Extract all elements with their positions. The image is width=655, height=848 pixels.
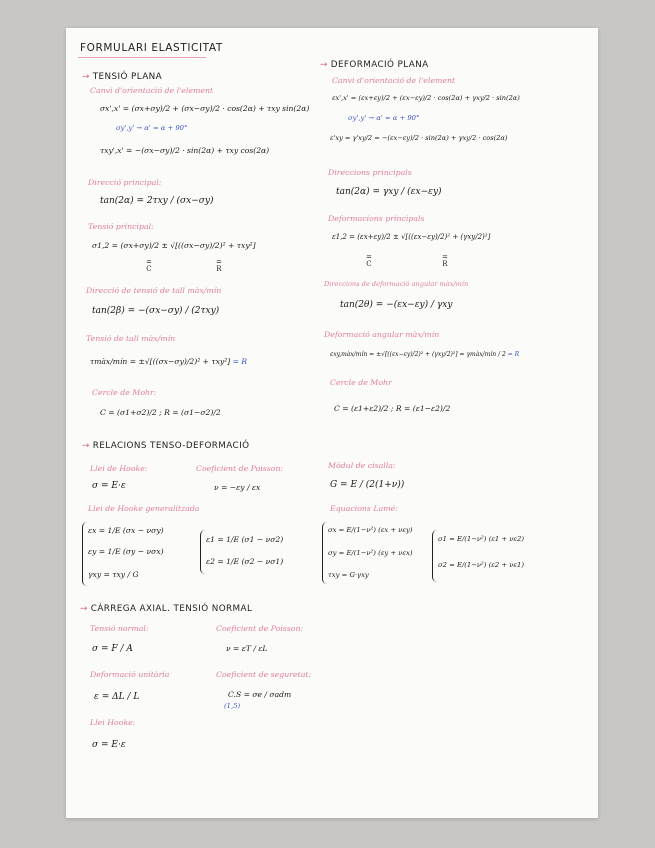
marker-c: = C xyxy=(146,258,152,273)
label-poisson-axial: Coeficient de Poisson: xyxy=(216,624,304,633)
label-equacions-lame: Equacions Lamé: xyxy=(330,504,398,513)
label-deformacio-unitaria: Deformació unitària xyxy=(90,670,170,679)
marker-r-def: = R xyxy=(442,253,448,268)
note-coef-seguretat: (1,5) xyxy=(224,702,241,710)
eq-gen-e2: ε2 = 1/E (σ2 − νσ1) xyxy=(206,557,284,566)
label-tensio-principal: Tensió principal: xyxy=(88,222,154,231)
eq-poisson: ν = −εy / εx xyxy=(214,483,261,492)
eq-epsilon-xy-rotated: ε'xy = γ'xy/2 = −(εx−εy)/2 · sin(2α) + γxy/2 · cos(2α) xyxy=(330,134,508,142)
eq-direccions-principals: tan(2α) = γxy / (εx−εy) xyxy=(336,187,442,197)
eq-direccio-principal: tan(2α) = 2τxy / (σx−σy) xyxy=(100,196,214,206)
eq-llei-hooke: σ = E·ε xyxy=(92,481,126,491)
eq-deformacio-angular: εxy,màx/mín = ±√[((εx−εy)/2)² + (γxy/2)²] = γmàx/mín / 2 = R xyxy=(330,351,520,358)
label-hooke-generalitzada: Llei de Hooke generalitzada xyxy=(88,504,200,513)
eq-modul-cisalla: G = E / (2(1+ν)) xyxy=(330,480,405,490)
eq-coef-seguretat: C.S = σe / σadm xyxy=(228,690,292,699)
brace xyxy=(432,530,437,582)
page-title: FORMULARI ELASTICITAT xyxy=(80,42,223,54)
label-cercle-mohr-def: Cercle de Mohr xyxy=(330,378,392,387)
label-llei-hooke: Llei de Hooke: xyxy=(90,464,148,473)
eq-llei-hooke-axial: σ = E·ε xyxy=(92,740,126,750)
eq-deformacio-unitaria: ε = ΔL / L xyxy=(94,692,140,702)
eq-tensio-normal: σ = F / A xyxy=(92,644,133,654)
eq-cercle-mohr: C = (σ1+σ2)/2 ; R = (σ1−σ2)/2 xyxy=(100,408,221,417)
note-sigma-y-rotated: σy',y' → α' = α + 90° xyxy=(116,124,188,132)
label-poisson: Coeficient de Poisson: xyxy=(196,464,284,473)
arrow-icon: → xyxy=(82,72,90,82)
eq-cercle-mohr-def: C = (ε1+ε2)/2 ; R = (ε1−ε2)/2 xyxy=(334,404,451,413)
eq-tensio-tall: τmàx/mín = ±√[((σx−σy)/2)² + τxy²] = R xyxy=(90,357,248,366)
label-tensio-normal: Tensió normal: xyxy=(90,624,149,633)
brace xyxy=(322,522,327,584)
label-tensio-tall: Tensió de tall màx/mín xyxy=(86,334,176,343)
title-underline xyxy=(78,57,206,58)
marker-c-def: = C xyxy=(366,253,372,268)
section-tensio-plana: → TENSIÓ PLANA xyxy=(82,72,163,82)
brace xyxy=(82,522,87,586)
eq-gen-gxy: γxy = τxy / G xyxy=(88,570,139,579)
label-canvi-orientacio-def: Canvi d'orientació de l'element xyxy=(332,76,456,85)
label-canvi-orientacio: Canvi d'orientació de l'element xyxy=(90,86,214,95)
section-deformacio-plana: → DEFORMACIÓ PLANA xyxy=(320,60,429,70)
eq-tau-rotated: τxy',x' = −(σx−σy)/2 · sin(2α) + τxy cos(2α) xyxy=(100,146,270,155)
eq-gen-ey: εy = 1/E (σy − νσx) xyxy=(88,547,164,556)
eq-lame-txy: τxy = G·γxy xyxy=(328,571,369,579)
label-deformacio-angular: Deformació angular màx/mín xyxy=(324,330,440,339)
label-cercle-mohr: Cercle de Mohr: xyxy=(92,388,157,397)
notebook-page xyxy=(66,28,598,818)
eq-gen-ex: εx = 1/E (σx − νσy) xyxy=(88,526,164,535)
arrow-icon: → xyxy=(80,604,88,614)
label-direccions-principals: Direccions principals xyxy=(328,168,412,177)
label-coef-seguretat: Coeficient de seguretat: xyxy=(216,670,312,679)
label-direccions-def-angular: Direccions de deformació angular màx/mín xyxy=(324,280,469,288)
eq-gen-e1: ε1 = 1/E (σ1 − νσ2) xyxy=(206,535,284,544)
eq-lame-s2: σ2 = E/(1−ν²) (ε2 + νε1) xyxy=(438,561,524,569)
arrow-icon: → xyxy=(82,441,90,451)
eq-sigma-rotated: σx',x' = (σx+σy)/2 + (σx−σy)/2 · cos(2α) + τxy sin(2α) xyxy=(100,104,310,113)
section-relacions: → RELACIONS TENSO-DEFORMACIÓ xyxy=(82,441,250,451)
section-carrega-axial: → CÀRREGA AXIAL. TENSIÓ NORMAL xyxy=(80,604,253,614)
label-modul-cisalla: Mòdul de cisalla: xyxy=(328,461,396,470)
label-llei-hooke-axial: Llei Hooke: xyxy=(90,718,136,727)
eq-direccions-def-angular: tan(2θ) = −(εx−εy) / γxy xyxy=(340,300,453,310)
brace xyxy=(200,530,205,574)
eq-poisson-axial: ν = εT / εL xyxy=(226,644,268,653)
marker-r: = R xyxy=(216,258,222,273)
eq-tensio-principal: σ1,2 = (σx+σy)/2 ± √[((σx−σy)/2)² + τxy²] xyxy=(92,241,256,250)
eq-lame-sx: σx = E/(1−ν²) (εx + νεy) xyxy=(328,526,413,534)
eq-deformacions-principals: ε1,2 = (εx+εy)/2 ± √[((εx−εy)/2)² + (γxy/2)²] xyxy=(332,233,491,241)
eq-epsilon-rotated: εx',x' = (εx+εy)/2 + (εx−εy)/2 · cos(2α) + γxy/2 · sin(2α) xyxy=(332,94,520,102)
eq-lame-s1: σ1 = E/(1−ν²) (ε1 + νε2) xyxy=(438,535,524,543)
arrow-icon: → xyxy=(320,60,328,70)
note-sigma-y-rotated-def: σy',y' → α' = α + 90° xyxy=(348,114,420,122)
label-direccio-tall: Direcció de tensió de tall màx/mín xyxy=(86,286,222,295)
eq-direccio-tall: tan(2β) = −(σx−σy) / (2τxy) xyxy=(92,306,220,316)
label-deformacions-principals: Deformacions principals xyxy=(328,214,425,223)
label-direccio-principal: Direcció principal: xyxy=(88,178,162,187)
eq-lame-sy: σy = E/(1−ν²) (εy + νεx) xyxy=(328,549,413,557)
